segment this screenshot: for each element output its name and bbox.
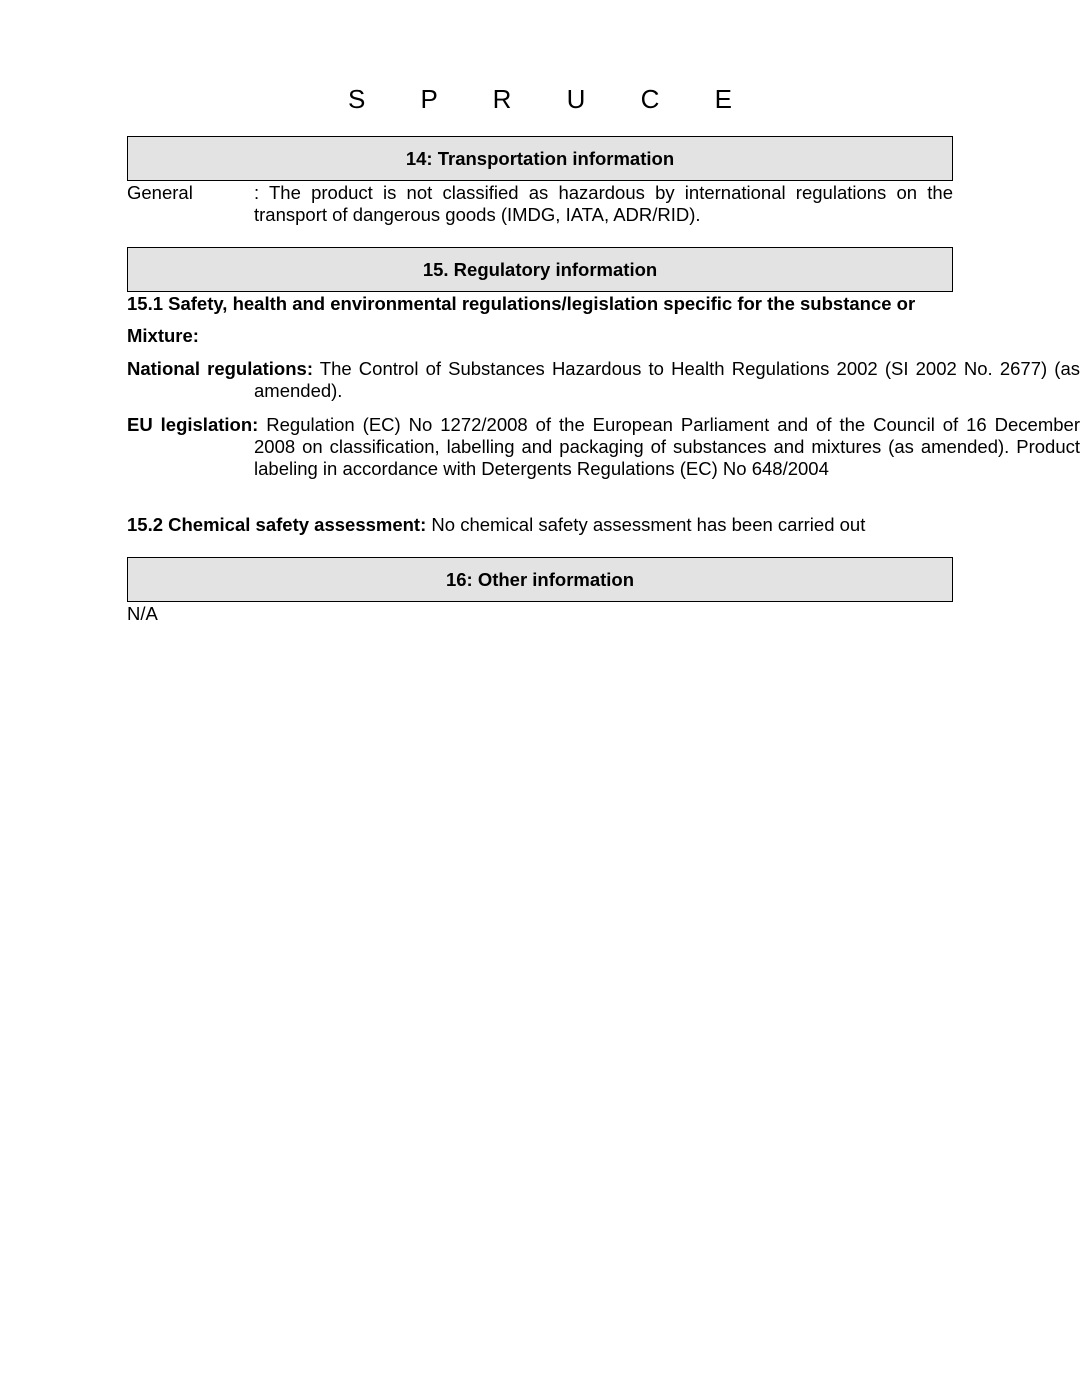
section-15-header: 15. Regulatory information (127, 247, 953, 292)
chemical-safety-row (127, 514, 953, 536)
national-regulations-label: National regulations: (127, 358, 313, 379)
eu-legislation-label: EU legislation: (127, 414, 259, 435)
national-regulations-row (127, 358, 1080, 402)
section-14-header: 14: Transportation information (127, 136, 953, 181)
general-text: : The product is not classified as hazardous by international regulations on the transport of dangerous goods (IMDG, IATA, ADR/RID). (254, 182, 953, 225)
brand-logo: S P R U C E (347, 84, 756, 114)
subsection-15-1-heading-cont: Mixture: (127, 325, 199, 346)
chemical-safety-text: No chemical safety assessment has been carried out (426, 514, 866, 535)
section-16-header: 16: Other information (127, 557, 953, 602)
chemical-safety-label: 15.2 Chemical safety assessment: (127, 514, 427, 535)
general-label: General (127, 182, 193, 203)
other-information-text: N/A (127, 603, 158, 624)
eu-legislation-row (127, 414, 1080, 480)
eu-legislation-text: Regulation (EC) No 1272/2008 of the European Parliament and of the Council of 16 December 2008 on classification, labelling and packaging of substances and mixtures (as amended). Product labeling in accordance with Detergents Regulations (EC) No 648/2004 (254, 414, 1080, 479)
transport-general-row (127, 182, 953, 226)
subsection-15-1-heading: 15.1 Safety, health and environmental regulations/legislation specific for the substance or (127, 293, 916, 314)
national-regulations-text: The Control of Substances Hazardous to Health Regulations 2002 (SI 2002 No. 2677) (as amended). (254, 358, 1080, 401)
